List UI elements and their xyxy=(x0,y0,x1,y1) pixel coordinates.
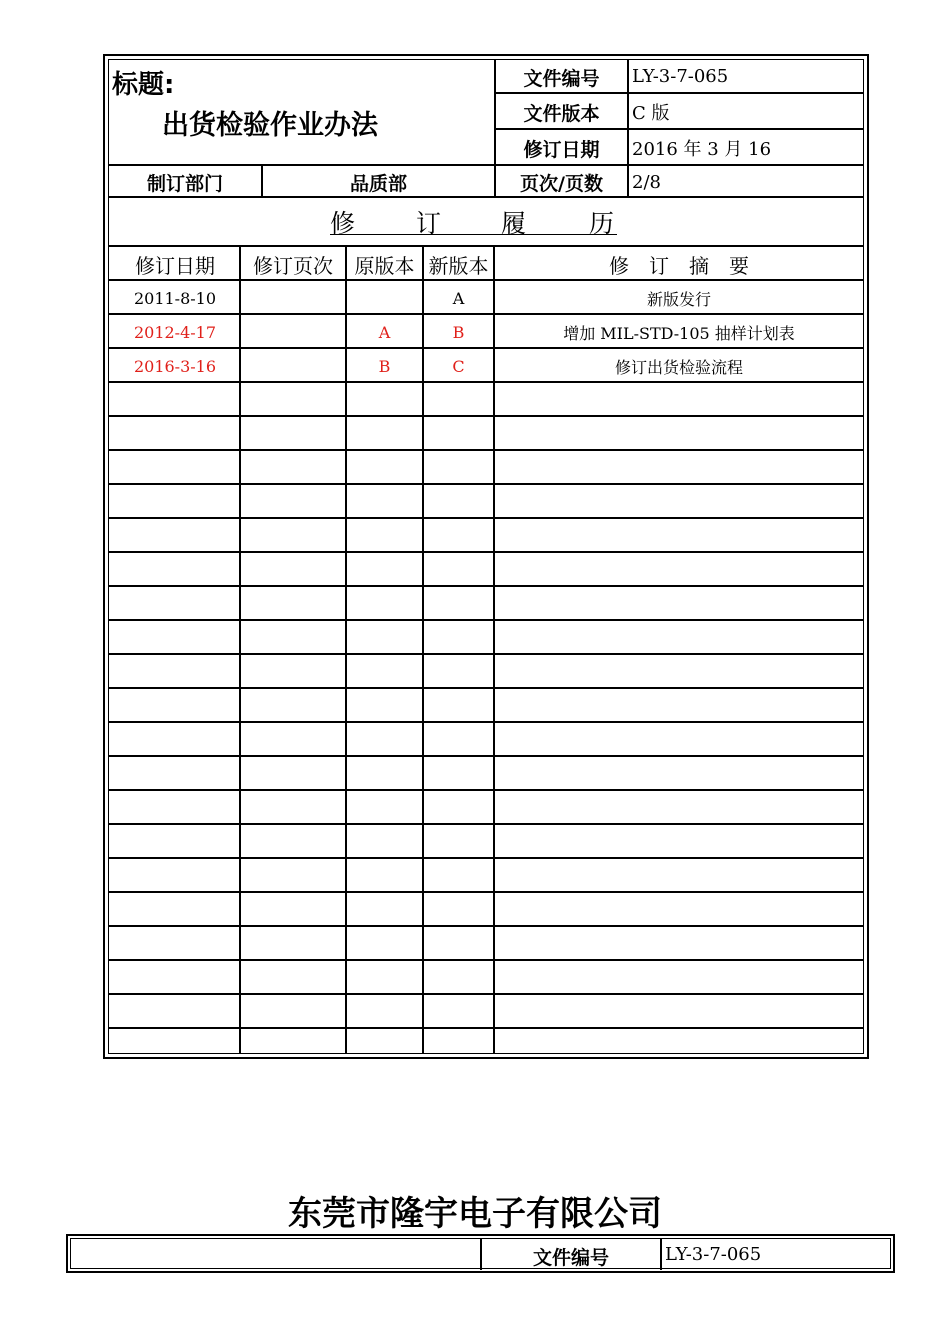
row-divider xyxy=(109,449,863,451)
document-frame xyxy=(103,54,869,1059)
dept-label: 制订部门 xyxy=(146,172,223,195)
table-row xyxy=(109,315,863,347)
table-cell-summary: 新版发行 xyxy=(646,289,711,309)
row-divider xyxy=(109,381,863,383)
table-row xyxy=(109,349,863,381)
column-header: 修订页次 xyxy=(253,253,333,278)
row-divider xyxy=(109,823,863,825)
table-cell-summary: 修订出货检验流程 xyxy=(614,357,743,377)
footer-doc-no-label: 文件编号 xyxy=(532,1246,609,1269)
column-header: 新版本 xyxy=(428,253,489,278)
date-label: 修订日期 xyxy=(523,138,600,161)
row-divider xyxy=(109,993,863,995)
table-row xyxy=(109,281,863,313)
revision-history-title xyxy=(109,198,863,244)
doc-no-value: LY-3-7-065 xyxy=(632,65,729,87)
table-cell-date: 2011-8-10 xyxy=(133,288,217,308)
table-cell-summary: 增加 MIL-STD-105 抽样计划表 xyxy=(563,323,795,343)
row-divider xyxy=(109,551,863,553)
table-cell-old xyxy=(347,283,422,313)
row-divider xyxy=(109,925,863,927)
table-cell-old: B xyxy=(378,356,391,376)
row-divider xyxy=(109,653,863,655)
date-value: 2016 年 3 月 16 xyxy=(632,139,772,160)
row-divider xyxy=(109,415,863,417)
doc-no-label: 文件编号 xyxy=(523,67,600,90)
column-header: 修 订 摘 要 xyxy=(609,253,749,278)
table-cell-new: B xyxy=(452,322,465,342)
table-cell-old: A xyxy=(378,322,391,342)
document-inner xyxy=(108,59,864,1054)
table-cell-pages xyxy=(241,283,345,313)
rule xyxy=(495,128,863,130)
footer-inner xyxy=(70,1238,891,1269)
column-header: 原版本 xyxy=(354,253,415,278)
table-cell-date: 2012-4-17 xyxy=(133,322,217,342)
row-divider xyxy=(109,1027,863,1029)
table-cell-new: A xyxy=(452,288,465,308)
revision-title-char: 修 xyxy=(330,209,356,238)
row-divider xyxy=(109,619,863,621)
row-divider xyxy=(109,891,863,893)
column-header: 修订日期 xyxy=(135,253,215,278)
revision-title-char: 履 xyxy=(501,209,527,238)
footer-box xyxy=(66,1234,895,1273)
table-cell-date: 2016-3-16 xyxy=(133,356,217,376)
title-underline xyxy=(330,234,617,235)
footer-doc-no-value: LY-3-7-065 xyxy=(665,1244,762,1265)
row-divider xyxy=(109,789,863,791)
row-divider xyxy=(109,857,863,859)
rule xyxy=(109,164,863,166)
page-label: 页次/页数 xyxy=(520,172,603,195)
row-divider xyxy=(109,755,863,757)
company-name: 东莞市隆宇电子有限公司 xyxy=(288,1194,662,1234)
row-divider xyxy=(109,959,863,961)
table-cell-pages xyxy=(241,351,345,381)
document-title: 出货检验作业办法 xyxy=(162,109,378,141)
page-value: 2/8 xyxy=(632,171,661,193)
version-value: C 版 xyxy=(632,103,670,124)
dept-value: 品质部 xyxy=(349,172,407,195)
row-divider xyxy=(109,687,863,689)
version-label: 文件版本 xyxy=(523,102,600,125)
revision-title-char: 历 xyxy=(589,209,615,238)
table-cell-pages xyxy=(241,317,345,347)
revision-table xyxy=(109,245,863,1054)
revision-title-char: 订 xyxy=(416,209,442,238)
row-divider xyxy=(109,721,863,723)
row-divider xyxy=(109,585,863,587)
title-label: 标题: xyxy=(112,69,175,100)
table-cell-new: C xyxy=(452,356,465,376)
rule xyxy=(495,92,863,94)
row-divider xyxy=(109,483,863,485)
row-divider xyxy=(109,517,863,519)
